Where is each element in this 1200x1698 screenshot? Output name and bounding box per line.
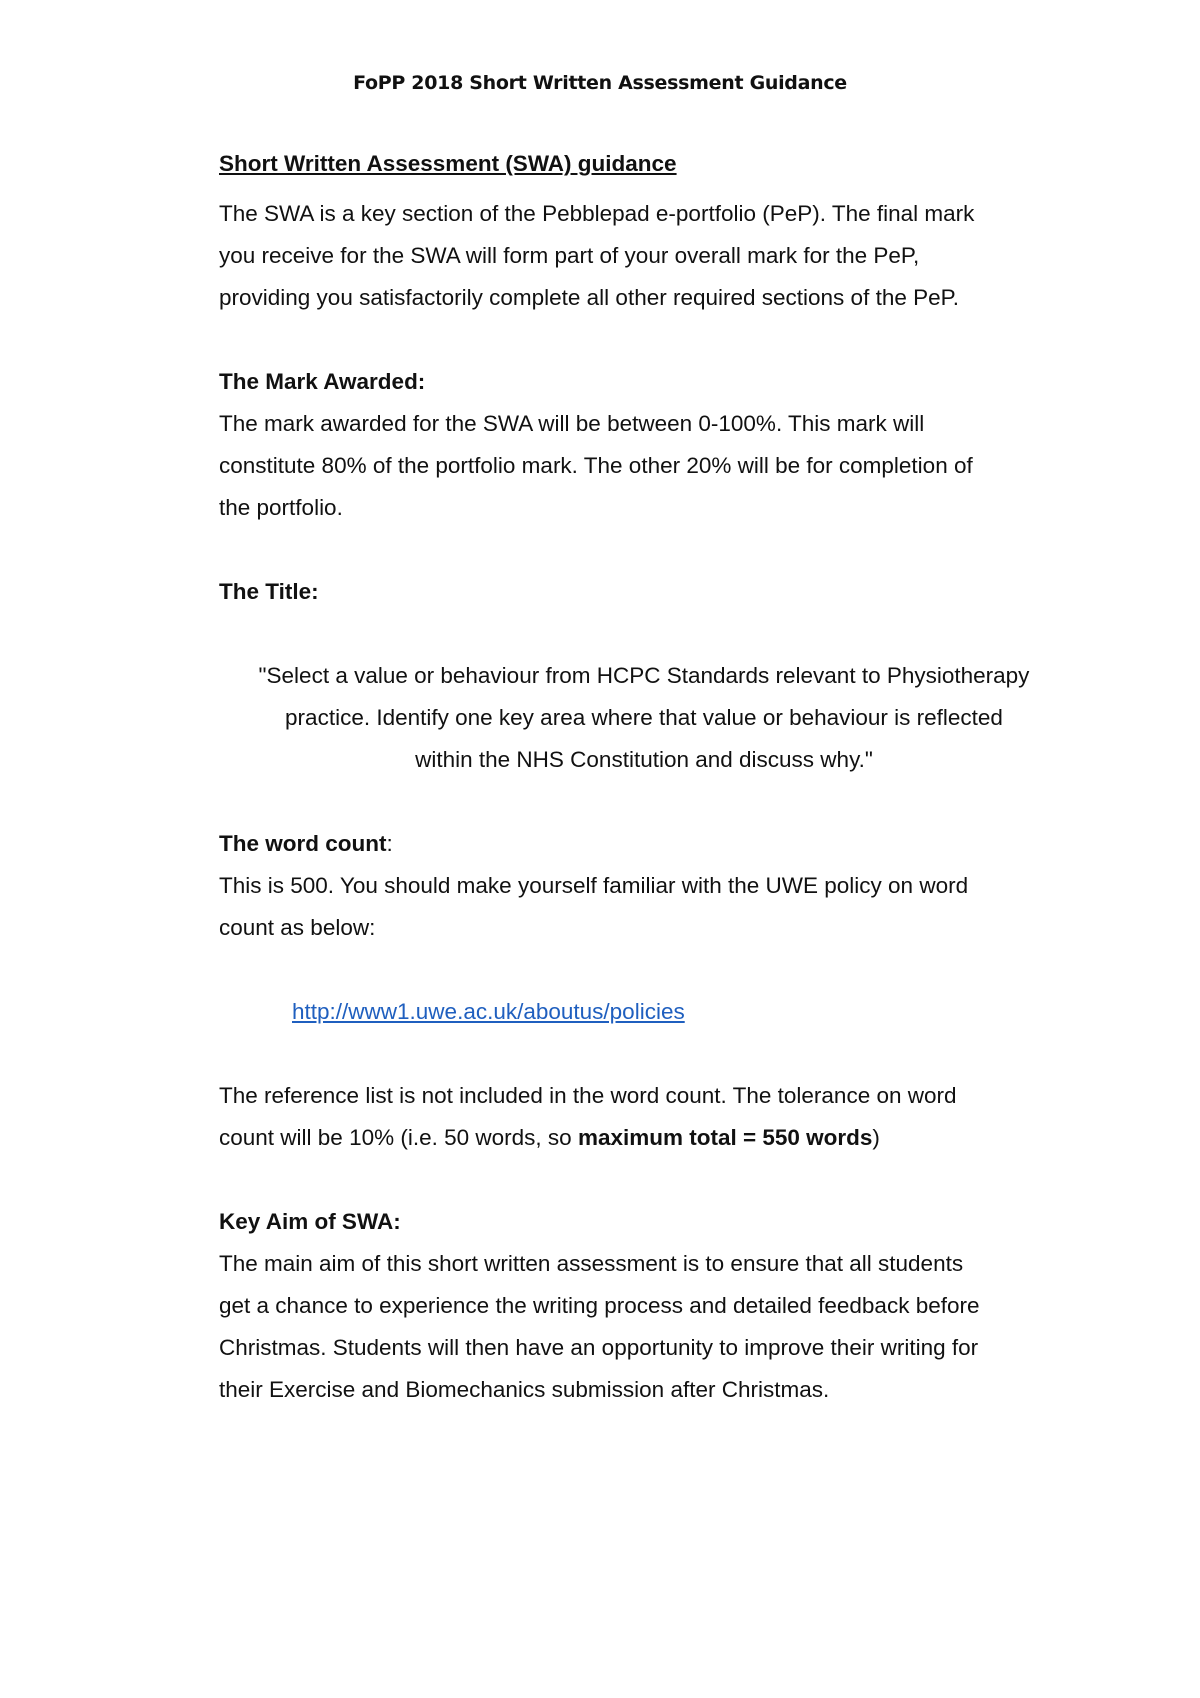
intro-line: providing you satisfactorily complete all other required sections of the PeP. bbox=[219, 285, 959, 310]
word-count-paragraph bbox=[219, 865, 1069, 949]
intro-line: you receive for the SWA will form part of your overall mark for the PeP, bbox=[219, 243, 920, 268]
spacer bbox=[219, 529, 1069, 571]
tolerance-line: The reference list is not included in the word count. The tolerance on word bbox=[219, 1083, 957, 1108]
tolerance-max-total: maximum total = 550 words bbox=[577, 1125, 873, 1150]
title-quote-line: within the NHS Constitution and discuss why." bbox=[415, 747, 873, 772]
spacer bbox=[219, 1033, 1069, 1075]
word-count-line: count as below: bbox=[219, 915, 376, 940]
key-aim-line: get a chance to experience the writing process and detailed feedback before bbox=[219, 1293, 980, 1318]
tolerance-paragraph bbox=[219, 1075, 1069, 1159]
spacer bbox=[219, 1159, 1069, 1201]
policy-link[interactable]: http://www1.uwe.ac.uk/aboutus/policies bbox=[292, 999, 685, 1024]
tolerance-line bbox=[219, 1117, 1069, 1159]
spacer bbox=[219, 781, 1069, 823]
tolerance-prefix: count will be 10% (i.e. 50 words, so bbox=[219, 1125, 578, 1150]
mark-awarded-line: the portfolio. bbox=[219, 495, 343, 520]
title-quote-line: "Select a value or behaviour from HCPC Standards relevant to Physiotherapy bbox=[258, 663, 1030, 688]
word-count-line: This is 500. You should make yourself familiar with the UWE policy on word bbox=[219, 873, 969, 898]
mark-awarded-line: constitute 80% of the portfolio mark. The other 20% will be for completion of bbox=[219, 453, 973, 478]
title-quote bbox=[219, 655, 1069, 781]
key-aim-line: The main aim of this short written assessment is to ensure that all students bbox=[219, 1251, 964, 1276]
title-quote-line: practice. Identify one key area where that value or behaviour is reflected bbox=[285, 705, 1003, 730]
page-header-title: FoPP 2018 Short Written Assessment Guidance bbox=[353, 72, 847, 94]
mark-awarded-heading: The Mark Awarded: bbox=[219, 369, 426, 394]
main-heading: Short Written Assessment (SWA) guidance bbox=[219, 151, 677, 176]
document-body bbox=[219, 143, 1069, 1411]
key-aim-line: Christmas. Students will then have an opportunity to improve their writing for bbox=[219, 1335, 979, 1360]
intro-paragraph bbox=[219, 193, 1069, 319]
key-aim-heading: Key Aim of SWA: bbox=[219, 1209, 401, 1234]
spacer bbox=[219, 319, 1069, 361]
word-count-heading-line bbox=[219, 823, 1069, 865]
word-count-heading: The word count bbox=[219, 831, 387, 856]
spacer bbox=[219, 613, 1069, 655]
mark-awarded-line: The mark awarded for the SWA will be between 0-100%. This mark will bbox=[219, 411, 925, 436]
intro-line: The SWA is a key section of the Pebblepad e-portfolio (PeP). The final mark bbox=[219, 201, 975, 226]
policy-link-line bbox=[219, 991, 1069, 1033]
key-aim-paragraph bbox=[219, 1243, 1069, 1411]
word-count-heading-suffix: : bbox=[386, 831, 393, 856]
tolerance-suffix: ) bbox=[872, 1125, 880, 1150]
spacer bbox=[219, 949, 1069, 991]
key-aim-line: their Exercise and Biomechanics submission after Christmas. bbox=[219, 1377, 830, 1402]
mark-awarded-paragraph bbox=[219, 403, 1069, 529]
title-heading: The Title: bbox=[219, 579, 319, 604]
